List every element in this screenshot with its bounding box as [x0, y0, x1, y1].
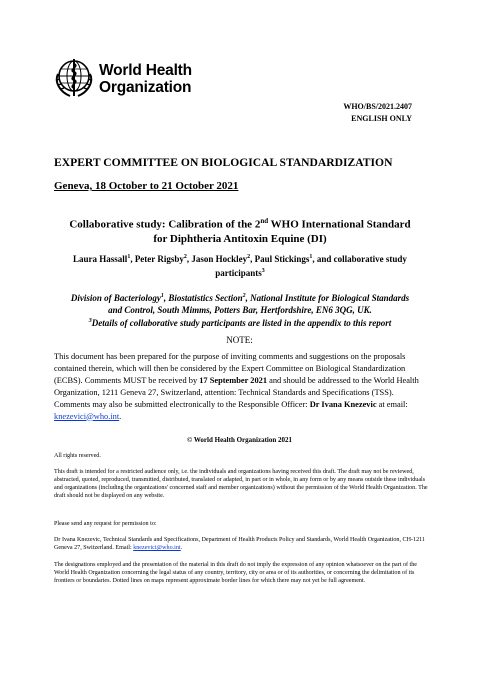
- note-text-1: This document has been prepared for the purpose of inviting comments and suggestions on the proposals contained therein, which will then be considered by the Expert Committee on Biological Standardization (ECBS). Comments MUST be received by: [54, 352, 406, 385]
- affiliation-line3: [40, 316, 440, 330]
- affiliation-line1: [40, 291, 440, 305]
- document-id-block: [343, 101, 412, 125]
- affil-division-sup: 1: [160, 293, 164, 299]
- title-superscript: nd: [260, 217, 269, 225]
- title-text-cont: WHO International Standard: [268, 218, 411, 231]
- author-3: , Jason Hockley: [186, 254, 248, 264]
- copyright-notice: © World Health Organization 2021: [186, 436, 293, 444]
- authors: [52, 251, 428, 279]
- author-1-sup: 1: [127, 254, 131, 260]
- affil-participants: Details of collaborative study participants are listed in the appendix to this report: [91, 318, 392, 328]
- affiliation-line2: and Control, South Mimms, Potters Bar, Hertfordshire, EN6 3QG, UK.: [108, 304, 372, 315]
- disclaimer: The designations employed and the presentation of the material in this draft do not imply the expression of any opinion whatsoever on the part of the World Health Organization concerning the legal status of any country, territory, city or area or of its authorities, or concerning the delimitation of its frontiers or boundaries. Dotted lines on maps represent approximate border lines for which there may not yet be full agreement.: [54, 562, 417, 584]
- officer-email-link[interactable]: knezevici@who.int: [54, 411, 120, 421]
- affil-section: , Biostatistics Section: [163, 293, 243, 303]
- committee-heading: EXPERT COMMITTEE ON BIOLOGICAL STANDARDIZATION: [54, 156, 393, 169]
- who-logo: [52, 56, 212, 102]
- author-5: , and collaborative study: [312, 254, 407, 264]
- responsible-officer: Dr Ivana Knezevic: [309, 399, 377, 409]
- document-title: [40, 214, 440, 246]
- affil-division: Division of Bacteriology: [70, 293, 161, 303]
- affil-participants-sup: 3: [88, 318, 92, 324]
- org-line1: World Health: [99, 62, 192, 79]
- note-text-2: and should be addressed to the World Health Organization, 1211 Geneva 27, Switzerland, attention: Technical Standards and Specifications (TSS). Comments may also be submitted electronically to the Responsible Officer:: [54, 375, 419, 409]
- note-text-3: at email:: [376, 399, 408, 409]
- note-text-4: .: [119, 411, 122, 421]
- affiliations: [40, 291, 440, 330]
- author-4: , Paul Stickings: [250, 254, 310, 264]
- document-id: WHO/BS/2021.2407: [343, 102, 412, 111]
- org-line2: Organization: [99, 79, 192, 96]
- affil-section-sup: 2: [242, 293, 246, 299]
- author-1: Laura Hassall: [73, 254, 128, 264]
- note-heading: NOTE:: [226, 335, 253, 345]
- contact-email-link[interactable]: knezevici@who.int: [133, 544, 181, 551]
- author-6: participants: [215, 268, 262, 278]
- language-note: ENGLISH ONLY: [351, 114, 412, 123]
- contact-end: .: [180, 544, 183, 551]
- author-2-sup: 2: [183, 254, 187, 260]
- title-line1: [40, 214, 440, 232]
- author-2: , Peter Rigsby: [130, 254, 184, 264]
- affil-institute: , National Institute for Biological Standards: [245, 293, 410, 303]
- organization-name: [99, 62, 192, 96]
- rights-reserved: All rights reserved.: [54, 453, 101, 459]
- who-emblem-icon: [52, 56, 96, 100]
- meeting-dates: Geneva, 18 October to 21 October 2021: [54, 180, 239, 192]
- contact-text: Dr Ivana Knezevic, Technical Standards and Specifications, Department of Health Products Policy and Standards, World Health Organization, CH-1211 Geneva 27, Switzerland. Email:: [54, 537, 425, 551]
- permission-request: Please send any request for permission to:: [54, 521, 157, 527]
- title-line2: for Diphtheria Antitoxin Equine (DI): [153, 232, 327, 245]
- author-3-sup: 2: [247, 254, 251, 260]
- author-6-sup: 3: [261, 268, 265, 274]
- author-4-sup: 1: [309, 254, 313, 260]
- note-paragraph: [54, 351, 429, 422]
- comment-deadline: 17 September 2021: [199, 375, 268, 385]
- title-text: Collaborative study: Calibration of the 2: [69, 218, 261, 231]
- contact-info: [54, 537, 429, 553]
- draft-notice: This draft is intended for a restricted audience only, i.e. the individuals and organizations having received this draft. The draft may not be reviewed, abstracted, quoted, reproduced, transmitted, distributed, translated or adapted, in part or in whole, in any form or by any means outside these individuals and organizations (including the organizations' concerned staff and member organizations) without the permission of the World Health Organization. The draft should not be displayed on any website.: [54, 469, 428, 499]
